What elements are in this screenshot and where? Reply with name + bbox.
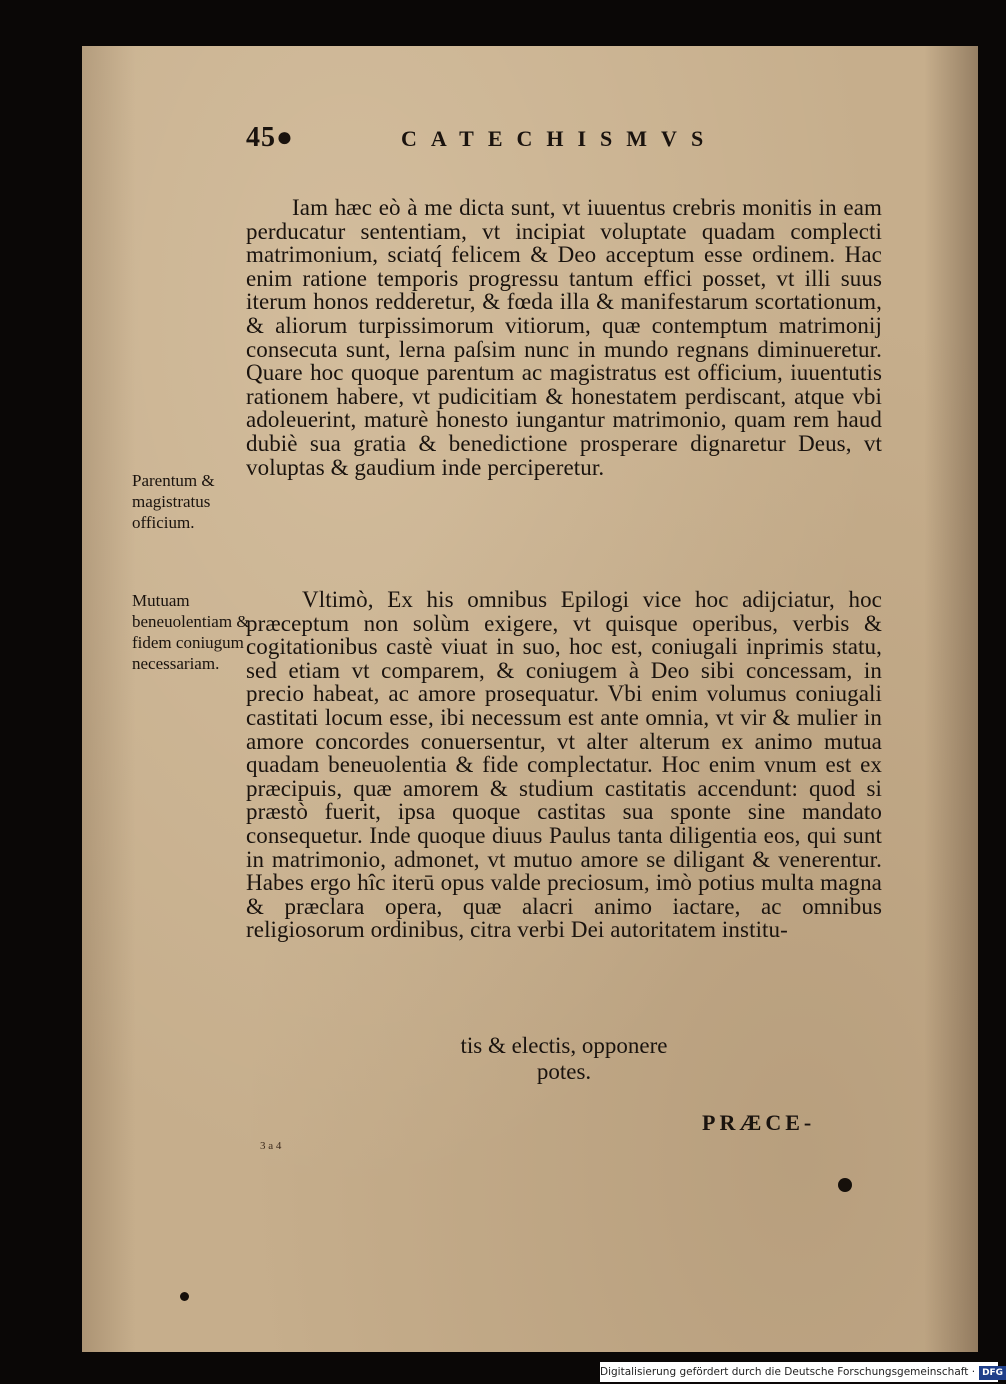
ink-spot	[838, 1178, 852, 1192]
ink-spot	[180, 1292, 189, 1301]
page-number: 45●	[246, 122, 294, 153]
dfg-logo-icon: DFG	[979, 1366, 1006, 1380]
catchword: PRÆCE-	[702, 1110, 816, 1135]
running-title: CATECHISMVS	[401, 126, 718, 151]
margin-note-spouses: Mutuam beneuolentiam & fidem coniugum necessariam.	[132, 591, 250, 673]
body-paragraph-2: Vltimò, Ex his omnibus Epilogi vice hoc adijciatur, hoc præceptum non solùm exigere, vt quisque operibus, verbis & cogitationibus castè viuat in suo, hoc est, coniugali inprimis statu, sed etiam vt comparem, & coniugem à Deo sibi concessam, in precio habeat, ac amore prosequatur. Vbi enim volumus coniugali castitati locum esse, ibi necessum est ante omnia, vt vir & mulier in amore concordes conuersentur, vt alter alterum ex animo mutua quadam beneuolentia & fide complectatur. Hoc enim vnum est ex præcipuis, quæ amorem & studium castitatis accendunt: quod si præstò fuerit, ipsa quoque castitas sua sponte sine mandato consequetur. Inde quoque diuus Paulus tanta diligentia eos, qui sunt in matrimonio, admonet, vt mutuo amore se diligant & venerentur. Habes ergo hîc iterū opus valde preciosum, imò potius multa magna & præclara opera, quæ alacri animo iactare, ac omnibus religiosorum ordinibus, citra verbi Dei autoritatem institu-	[246, 587, 882, 943]
margin-note-parents: Parentum & magistratus officium.	[132, 471, 215, 532]
closing-line-1: tis & electis, opponere	[460, 1033, 668, 1058]
page-header	[246, 122, 952, 162]
digitization-footer	[600, 1362, 1004, 1382]
closing-line-2: potes.	[536, 1059, 592, 1084]
body-paragraph-1: Iam hæc eò à me dicta sunt, vt iuuentus crebris monitis in eam perducatur sententiam, vt incipiat voluptate quadam complecti matrimonium, sciatq́ felicem & Deo acceptum esse ordinem. Hac enim ratione temporis progressu tantum effici posset, vt illi suus iterum honos redderetur, & fœda illa & manifestarum scortationum, & aliorum turpissimorum vitiorum, quæ contemptum matrimonij consecuta sunt, lerna paſsim nunc in mundo regnans diminueretur. Quare hoc quoque parentum ac magistratus est officium, iuuentutis rationem habere, vt pudicitiam & honestatem perdiscant, atque vbi adoleuerint, maturè honesto iungantur matrimonio, quam rem haud dubiè sua gratia & benedictione prosperare dignaretur Deus, vt voluptas & gaudium inde perciperetur.	[246, 195, 882, 480]
signature-mark: 3 a 4	[260, 1140, 282, 1152]
footer-text: Digitalisierung gefördert durch die Deutsche Forschungsgemeinschaft ·	[600, 1366, 976, 1378]
